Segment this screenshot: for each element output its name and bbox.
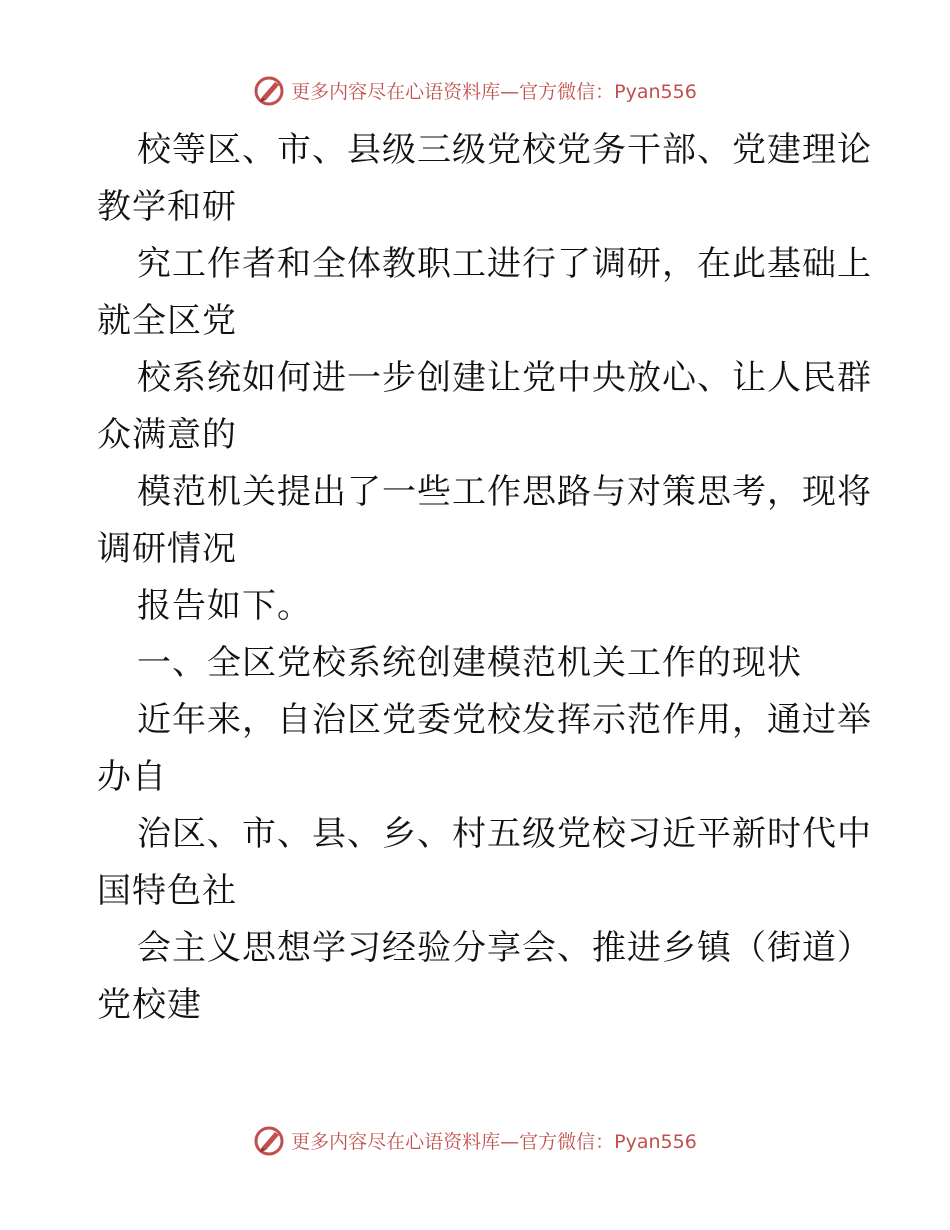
body-line: 会主义思想学习经验分享会、推进乡镇（街道） [137, 928, 872, 968]
body-line: 校等区、市、县级三级党校党务干部、党建理论 [137, 130, 872, 170]
header-banner [0, 70, 950, 110]
body-line: 党校建 [97, 985, 202, 1025]
pen-circle-logo-icon [253, 1124, 285, 1156]
body-line: 治区、市、县、乡、村五级党校习近平新时代中 [137, 814, 872, 854]
body-line: 校系统如何进一步创建让党中央放心、让人民群 [137, 358, 872, 398]
body-line: 国特色社 [97, 871, 237, 911]
body-line: 众满意的 [97, 415, 237, 455]
body-line: 就全区党 [97, 301, 237, 341]
body-line: 究工作者和全体教职工进行了调研，在此基础上 [137, 244, 872, 284]
body-line: 调研情况 [97, 529, 237, 569]
pen-circle-logo-icon [253, 74, 285, 106]
section-heading: 一、全区党校系统创建模范机关工作的现状 [137, 643, 802, 683]
document-body [97, 122, 872, 1034]
footer-banner [0, 1120, 950, 1160]
footer-banner-text: 更多内容尽在心语资料库—官方微信：Pyan556 [291, 1130, 697, 1153]
body-line: 办自 [97, 757, 167, 797]
header-banner-text: 更多内容尽在心语资料库—官方微信：Pyan556 [291, 80, 697, 103]
body-line: 教学和研 [97, 187, 237, 227]
body-line: 报告如下。 [137, 586, 312, 626]
body-line: 模范机关提出了一些工作思路与对策思考，现将 [137, 472, 872, 512]
body-line: 近年来，自治区党委党校发挥示范作用，通过举 [137, 700, 872, 740]
